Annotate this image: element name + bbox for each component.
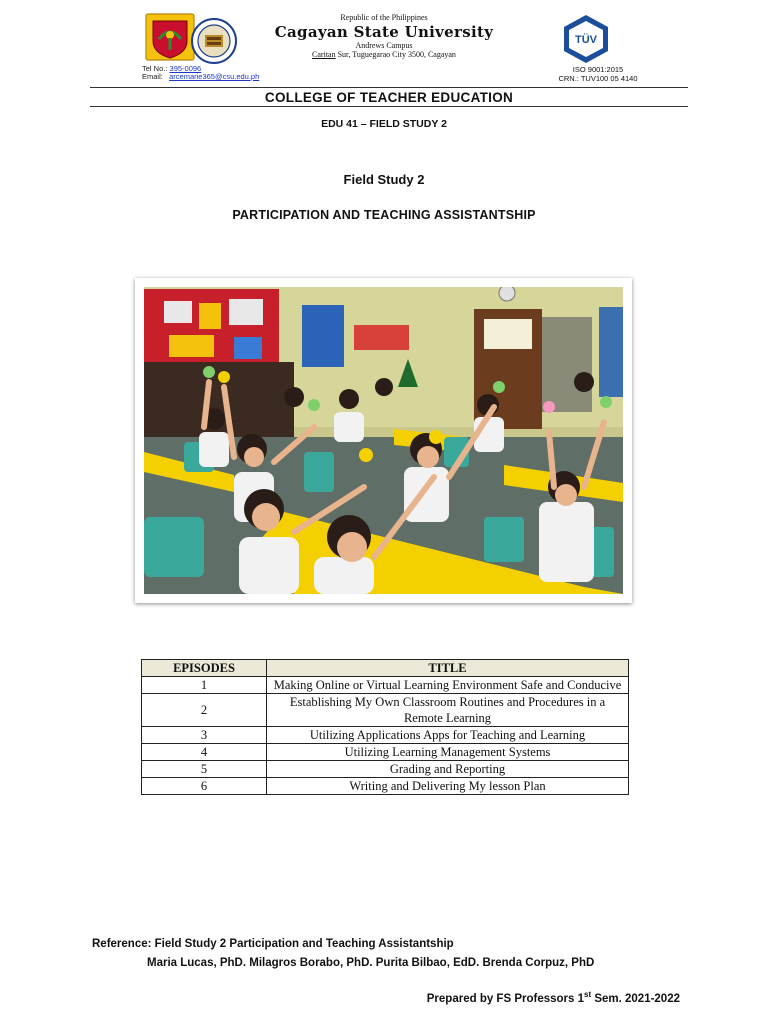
course-code: EDU 41 – FIELD STUDY 2 bbox=[321, 118, 447, 130]
prepared-prefix: Prepared by FS Professors 1 bbox=[426, 992, 584, 1005]
table-row bbox=[142, 727, 629, 744]
tel-label: Tel No.: bbox=[142, 64, 168, 73]
contact-email bbox=[142, 72, 259, 81]
certification-logo-text: TÜV bbox=[575, 34, 597, 46]
tel-link[interactable]: 395-0096 bbox=[169, 64, 202, 73]
reference-text: Reference: Field Study 2 Participation and Teaching Assistantship bbox=[92, 938, 454, 950]
email-label: Email: bbox=[142, 72, 163, 81]
address-city: Sur, Tuguegarao City 3500, Cagayan bbox=[335, 50, 456, 59]
episode-number: 5 bbox=[142, 761, 267, 778]
university-logo-icon bbox=[145, 13, 195, 61]
certificate-number: CRN.: TUV100 05 4140 bbox=[558, 74, 638, 83]
iso-standard: ISO 9001:2015 bbox=[572, 65, 624, 74]
iso-info bbox=[548, 65, 648, 83]
episode-title: Writing and Delivering My lesson Plan bbox=[267, 778, 629, 795]
document-title: Field Study 2 bbox=[343, 172, 425, 187]
table-row bbox=[142, 778, 629, 795]
address-street: Caritan bbox=[312, 50, 336, 59]
episode-title: Making Online or Virtual Learning Environment Safe and Conducive bbox=[267, 677, 629, 694]
prepared-superscript: st bbox=[584, 990, 592, 999]
classroom-photo bbox=[144, 287, 623, 594]
episode-title: Utilizing Applications Apps for Teaching and Learning bbox=[267, 727, 629, 744]
episode-title: Grading and Reporting bbox=[267, 761, 629, 778]
email-link[interactable]: arcemarie365@csu.edu.ph bbox=[169, 72, 260, 81]
college-name: COLLEGE OF TEACHER EDUCATION bbox=[264, 90, 514, 105]
episode-number: 4 bbox=[142, 744, 267, 761]
episodes-table bbox=[141, 659, 629, 795]
episode-number: 1 bbox=[142, 677, 267, 694]
republic-text: Republic of the Philippines bbox=[340, 13, 428, 22]
university-name: Cagayan State University bbox=[274, 23, 494, 41]
campus-name: Andrews Campus bbox=[355, 41, 413, 50]
table-row bbox=[142, 744, 629, 761]
header-rule-bottom bbox=[90, 106, 688, 107]
episode-number: 2 bbox=[142, 694, 267, 727]
table-row bbox=[142, 694, 629, 727]
episode-title: Establishing My Own Classroom Routines and Procedures in a Remote Learning bbox=[267, 694, 629, 727]
college-seal-icon bbox=[191, 18, 237, 64]
prepared-by-text bbox=[427, 990, 680, 1005]
certification-logo-icon bbox=[560, 13, 612, 65]
episode-title: Utilizing Learning Management Systems bbox=[267, 744, 629, 761]
prepared-suffix: Sem. 2021-2022 bbox=[591, 992, 680, 1005]
table-row bbox=[142, 677, 629, 694]
episode-number: 6 bbox=[142, 778, 267, 795]
table-header-row bbox=[142, 660, 629, 677]
column-header-title: TITLE bbox=[267, 660, 629, 677]
table-row bbox=[142, 761, 629, 778]
header-rule-top bbox=[90, 87, 688, 88]
column-header-episodes: EPISODES bbox=[142, 660, 267, 677]
document-subtitle: PARTICIPATION AND TEACHING ASSISTANTSHIP bbox=[232, 208, 536, 222]
episode-number: 3 bbox=[142, 727, 267, 744]
authors-text: Maria Lucas, PhD. Milagros Borabo, PhD. Purita Bilbao, EdD. Brenda Corpuz, PhD bbox=[147, 957, 595, 969]
campus-address bbox=[250, 50, 518, 59]
